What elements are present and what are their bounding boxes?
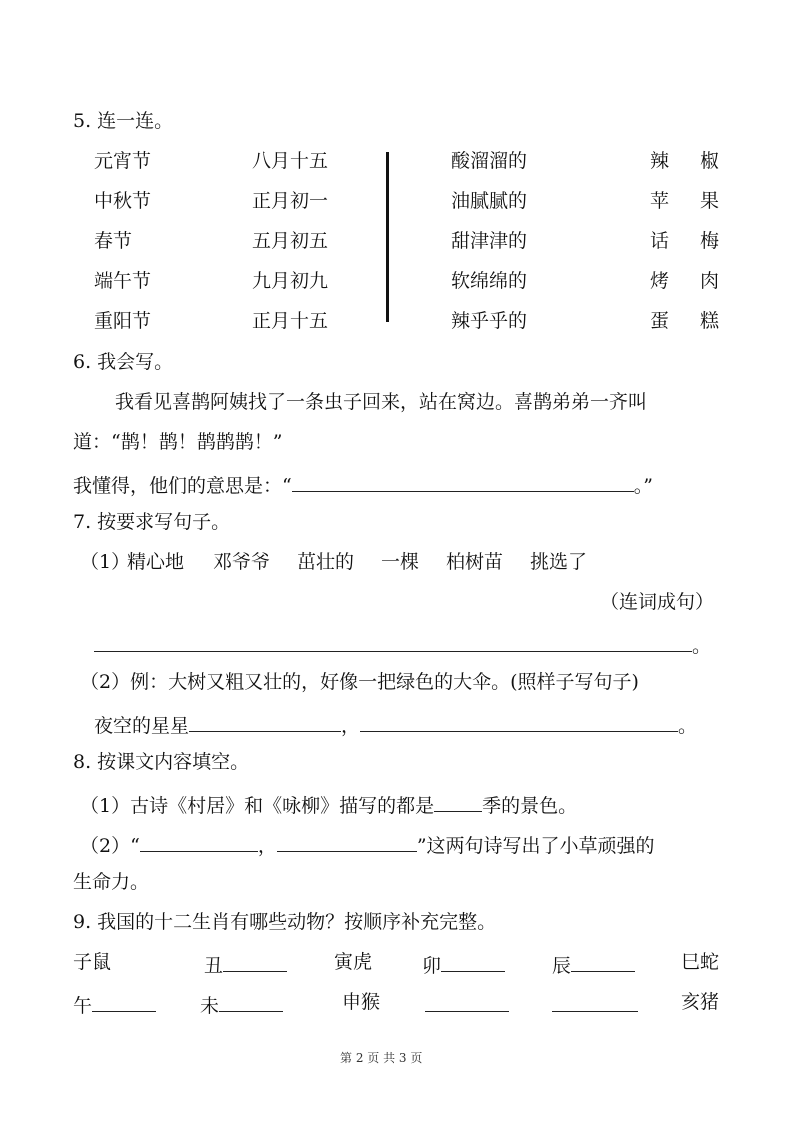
zodiac-cell: 巳蛇 bbox=[681, 951, 720, 973]
q7-item2-example: （2）例：大树又粗又壮的，好像一把绿色的大伞。(照样子写句子) bbox=[80, 671, 639, 693]
festival-date: 正月十五 bbox=[252, 310, 329, 332]
zodiac-cell bbox=[425, 993, 509, 1016]
q8-item1-prefix: （1）古诗《村居》和《咏柳》描写的都是 bbox=[80, 795, 435, 817]
festival-name: 春节 bbox=[94, 230, 133, 252]
festival-name: 重阳节 bbox=[94, 310, 152, 332]
zodiac-blank[interactable] bbox=[552, 993, 638, 1012]
zodiac-blank[interactable] bbox=[571, 953, 635, 972]
word-chip: 茁壮的 bbox=[297, 551, 355, 573]
taste-adjective: 酸溜溜的 bbox=[451, 150, 528, 172]
noun-char: 椒 bbox=[700, 150, 720, 172]
q7-item1-blank[interactable] bbox=[94, 633, 692, 652]
q7-title: 7. 按要求写句子。 bbox=[73, 511, 231, 533]
q7-item1-label: （1） bbox=[80, 551, 131, 573]
noun-char: 蛋 bbox=[650, 310, 670, 332]
word-chip: 挑选了 bbox=[530, 551, 588, 573]
noun-char: 果 bbox=[700, 190, 720, 212]
zodiac-cell: 辰 bbox=[552, 953, 635, 976]
zodiac-cell: 亥猪 bbox=[681, 991, 720, 1013]
taste-adjective: 软绵绵的 bbox=[451, 270, 528, 292]
noun-char: 苹 bbox=[650, 190, 670, 212]
festival-date: 正月初一 bbox=[252, 190, 329, 212]
q5-title: 5. 连一连。 bbox=[73, 110, 174, 132]
zodiac-blank[interactable] bbox=[223, 953, 287, 972]
q7-item2-end: 。 bbox=[678, 715, 698, 737]
taste-adjective: 辣乎乎的 bbox=[451, 310, 528, 332]
zodiac-blank[interactable] bbox=[441, 953, 505, 972]
q7-item1-answer-line bbox=[94, 633, 711, 656]
page-footer: 第 2 页 共 3 页 bbox=[340, 1051, 423, 1065]
q6-answer-line bbox=[73, 473, 653, 496]
word-chip: 柏树苗 bbox=[446, 551, 504, 573]
q7-item2-blank-b[interactable] bbox=[360, 713, 678, 732]
q8-item2-suffix: ”这两句诗写出了小草顽强的 bbox=[416, 835, 655, 857]
zodiac-cell: 卯 bbox=[422, 953, 505, 976]
festival-date: 九月初九 bbox=[252, 270, 329, 292]
zodiac-cell: 丑 bbox=[204, 953, 287, 976]
noun-char: 梅 bbox=[700, 230, 720, 252]
noun-char: 肉 bbox=[700, 270, 720, 292]
q7-item2-prefix: 夜空的星星 bbox=[94, 715, 190, 737]
noun-char: 糕 bbox=[700, 310, 720, 332]
festival-name: 中秋节 bbox=[94, 190, 152, 212]
zodiac-cell: 寅虎 bbox=[334, 951, 373, 973]
festival-date: 八月十五 bbox=[252, 150, 329, 172]
taste-adjective: 甜津津的 bbox=[451, 230, 528, 252]
q7-item1-hint: （连词成句） bbox=[600, 591, 715, 613]
q6-answer-suffix: 。” bbox=[633, 475, 653, 497]
word-chip: 一棵 bbox=[381, 551, 420, 573]
noun-char: 烤 bbox=[650, 270, 670, 292]
q8-item2-blank-b[interactable] bbox=[277, 833, 417, 852]
zodiac-cell: 子鼠 bbox=[73, 951, 112, 973]
taste-adjective: 油腻腻的 bbox=[451, 190, 528, 212]
q6-passage-line1: 我看见喜鹊阿姨找了一条虫子回来，站在窝边。喜鹊弟弟一齐叫 bbox=[115, 391, 648, 413]
zodiac-cell bbox=[552, 993, 638, 1016]
zodiac-blank[interactable] bbox=[219, 993, 283, 1012]
q8-item2-line2: 生命力。 bbox=[73, 871, 150, 893]
q8-item2-comma: ， bbox=[257, 835, 277, 857]
festival-date: 五月初五 bbox=[252, 230, 329, 252]
zodiac-blank[interactable] bbox=[425, 993, 509, 1012]
q6-title: 6. 我会写。 bbox=[73, 351, 174, 373]
q8-title: 8. 按课文内容填空。 bbox=[73, 751, 250, 773]
noun-char: 辣 bbox=[650, 150, 670, 172]
noun-char: 话 bbox=[650, 230, 670, 252]
festival-name: 端午节 bbox=[94, 270, 152, 292]
zodiac-blank[interactable] bbox=[92, 993, 156, 1012]
q5-divider bbox=[386, 152, 389, 322]
q6-answer-prefix: 我懂得，他们的意思是：“ bbox=[73, 475, 292, 497]
q8-item2-line bbox=[80, 833, 655, 856]
q9-title: 9. 我国的十二生肖有哪些动物？按顺序补充完整。 bbox=[73, 911, 497, 933]
festival-name: 元宵节 bbox=[94, 150, 152, 172]
q8-item2-prefix: （2）“ bbox=[80, 835, 140, 857]
q6-passage-line2: 道：“鹊！鹊！鹊鹊鹊！” bbox=[73, 431, 283, 453]
zodiac-cell: 申猴 bbox=[342, 991, 381, 1013]
q7-item2-answer-line bbox=[94, 713, 697, 736]
q7-item2-comma: ， bbox=[341, 715, 361, 737]
q8-item1-blank[interactable] bbox=[434, 793, 482, 812]
q6-answer-blank[interactable] bbox=[292, 473, 634, 492]
q8-item1-line bbox=[80, 793, 577, 816]
q8-item2-blank-a[interactable] bbox=[140, 833, 258, 852]
q7-item1-end: 。 bbox=[692, 635, 712, 657]
q8-item1-suffix: 季的景色。 bbox=[482, 795, 578, 817]
q7-item2-blank-a[interactable] bbox=[189, 713, 341, 732]
zodiac-cell: 午 bbox=[73, 993, 156, 1016]
zodiac-cell: 未 bbox=[200, 993, 283, 1016]
word-chip: 精心地 bbox=[127, 551, 185, 573]
word-chip: 邓爷爷 bbox=[213, 551, 271, 573]
